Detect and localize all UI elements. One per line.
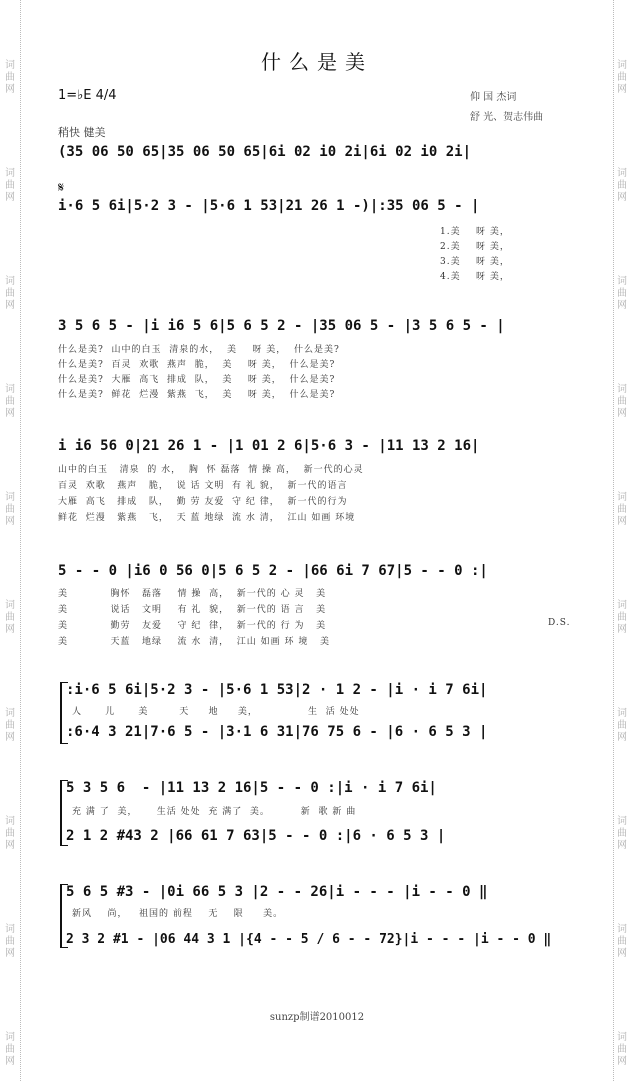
watermark-text: 词 曲 网 (617, 600, 627, 635)
watermark-text: 词 曲 网 (617, 1032, 627, 1067)
watermark-text: 词 曲 网 (617, 276, 627, 311)
composer-credit: 舒 光、贺志伟曲 (470, 112, 544, 123)
score-line-5-upper: :i·6 5 6i|5·2 3 - |5·6 1 53|2 · 1 2 - |i · i 7 6i| (66, 682, 488, 698)
verse-start-4: 4.美 呀 美， (440, 272, 510, 282)
verse-start-3: 3.美 呀 美， (440, 257, 510, 267)
lyrics-line-4-v3: 美 勤劳 友爱 守 纪 律， 新一代的 行 为 美 (58, 621, 327, 631)
score-line-5-lower: :6·4 3 21|7·6 5 - |3·1 6 31|76 75 6 - |6 · 6 5 3 | (66, 724, 488, 740)
score-line-7-upper: 5 6 5 #3 - |0i 66 5 3 |2 - - 26|i - - - |i - - 0 ‖ (66, 884, 488, 900)
watermark-text: 词 曲 网 (617, 384, 627, 419)
watermark-text: 词 曲 网 (5, 384, 15, 419)
watermark-text: 词 曲 网 (617, 708, 627, 743)
score-line-2: 3 5 6 5 - |i i6 5 6|5 6 5 2 - |35 06 5 - |3 5 6 5 - | (58, 318, 505, 334)
key-signature: 1=♭E 4/4 (58, 88, 117, 103)
watermark-text: 词 曲 网 (617, 816, 627, 851)
watermark-text: 词 曲 网 (5, 1032, 15, 1067)
watermark-text: 词 曲 网 (617, 924, 627, 959)
tempo-marking: 稍快 健美 (58, 126, 106, 139)
verse-start-2: 2.美 呀 美， (440, 242, 510, 252)
lyrics-line-5: 人 儿 美 天 地 美， 生 活 处处 (72, 707, 360, 717)
left-watermark-strip (0, 0, 21, 1081)
lyrics-line-2-v1: 什么是美? 山中的白玉 清泉的水， 美 呀 美， 什么是美? (58, 345, 340, 355)
watermark-text: 词 曲 网 (617, 492, 627, 527)
lyrics-line-2-v4: 什么是美? 鲜花 烂漫 紫燕 飞， 美 呀 美， 什么是美? (58, 390, 336, 400)
lyrics-line-3-v3: 大雁 高飞 排成 队， 勤 劳 友爱 守 纪 律， 新一代的行为 (58, 497, 348, 507)
watermark-text: 词 曲 网 (5, 276, 15, 311)
transcriber-signature: sunzp制谱2010012 (269, 1012, 365, 1023)
intro-line: (35 06 50 65|35 06 50 65|6i 02 i0 2i|6i 02 i0 2i| (58, 144, 472, 160)
segno-mark: 𝄋 (58, 180, 65, 196)
watermark-text: 词 曲 网 (5, 600, 15, 635)
score-line-6-upper: 5 3 5 6 - |11 13 2 16|5 - - 0 :|i · i 7 6i| (66, 780, 437, 796)
watermark-text: 词 曲 网 (5, 168, 15, 203)
lyrics-line-2-v3: 什么是美? 大雁 高飞 排成 队， 美 呀 美， 什么是美? (58, 375, 336, 385)
verse-start-1: 1.美 呀 美， (440, 227, 510, 237)
watermark-text: 词 曲 网 (5, 924, 15, 959)
watermark-text: 词 曲 网 (5, 816, 15, 851)
watermark-text: 词 曲 网 (5, 60, 15, 95)
lyrics-line-3-v1: 山中的白玉 清泉 的 水， 胸 怀 磊落 情 操 高， 新一代的心灵 (58, 465, 364, 475)
lyrics-line-4-v4: 美 天蓝 地绿 流 水 清， 江山 如画 环 境 美 (58, 637, 330, 647)
score-line-3: i i6 56 0|21 26 1 - |1 01 2 6|5·6 3 - |11 13 2 16| (58, 438, 480, 454)
watermark-text: 词 曲 网 (617, 60, 627, 95)
lyrics-line-2-v2: 什么是美? 百灵 欢歌 燕声 脆， 美 呀 美， 什么是美? (58, 360, 336, 370)
lyrics-line-3-v4: 鲜花 烂漫 紫燕 飞， 天 蓝 地绿 流 水 清， 江山 如画 环境 (58, 513, 356, 523)
lyricist-credit: 仰 国 杰词 (470, 92, 517, 103)
lyrics-line-4-v2: 美 说话 文明 有 礼 貌， 新一代的 语 言 美 (58, 605, 327, 615)
watermark-text: 词 曲 网 (617, 168, 627, 203)
score-line-6-lower: 2 1 2 #43 2 |66 61 7 63|5 - - 0 :|6 · 6 5 3 | (66, 828, 446, 844)
score-line-7-lower: 2 3 2 #1 - |06 44 3 1 |{4 - - 5 / 6 - - 72}|i - - - |i - - 0 ‖ (66, 932, 552, 947)
watermark-text: 词 曲 网 (5, 492, 15, 527)
watermark-text: 词 曲 网 (5, 708, 15, 743)
score-line-1: i·6 5 6i|5·2 3 - |5·6 1 53|21 26 1 -)|:35 06 5 - | (58, 198, 480, 214)
score-line-4: 5 - - 0 |i6 0 56 0|5 6 5 2 - |66 6i 7 67|5 - - 0 :| (58, 563, 488, 579)
right-watermark-strip (613, 0, 634, 1081)
lyrics-line-7: 新风 尚， 祖国的 前程 无 限 美。 (72, 909, 284, 919)
lyrics-line-4-v1: 美 胸怀 磊落 情 操 高， 新一代的 心 灵 美 (58, 589, 327, 599)
lyrics-line-3-v2: 百灵 欢歌 燕声 脆， 说 话 文明 有 礼 貌， 新一代的语言 (58, 481, 348, 491)
song-title: 什么是美 (261, 50, 373, 74)
dal-segno-mark: D.S. (548, 618, 571, 628)
lyrics-line-6: 充 满 了 美， 生活 处处 充 满了 美。 新 歌 新 曲 (72, 807, 357, 817)
